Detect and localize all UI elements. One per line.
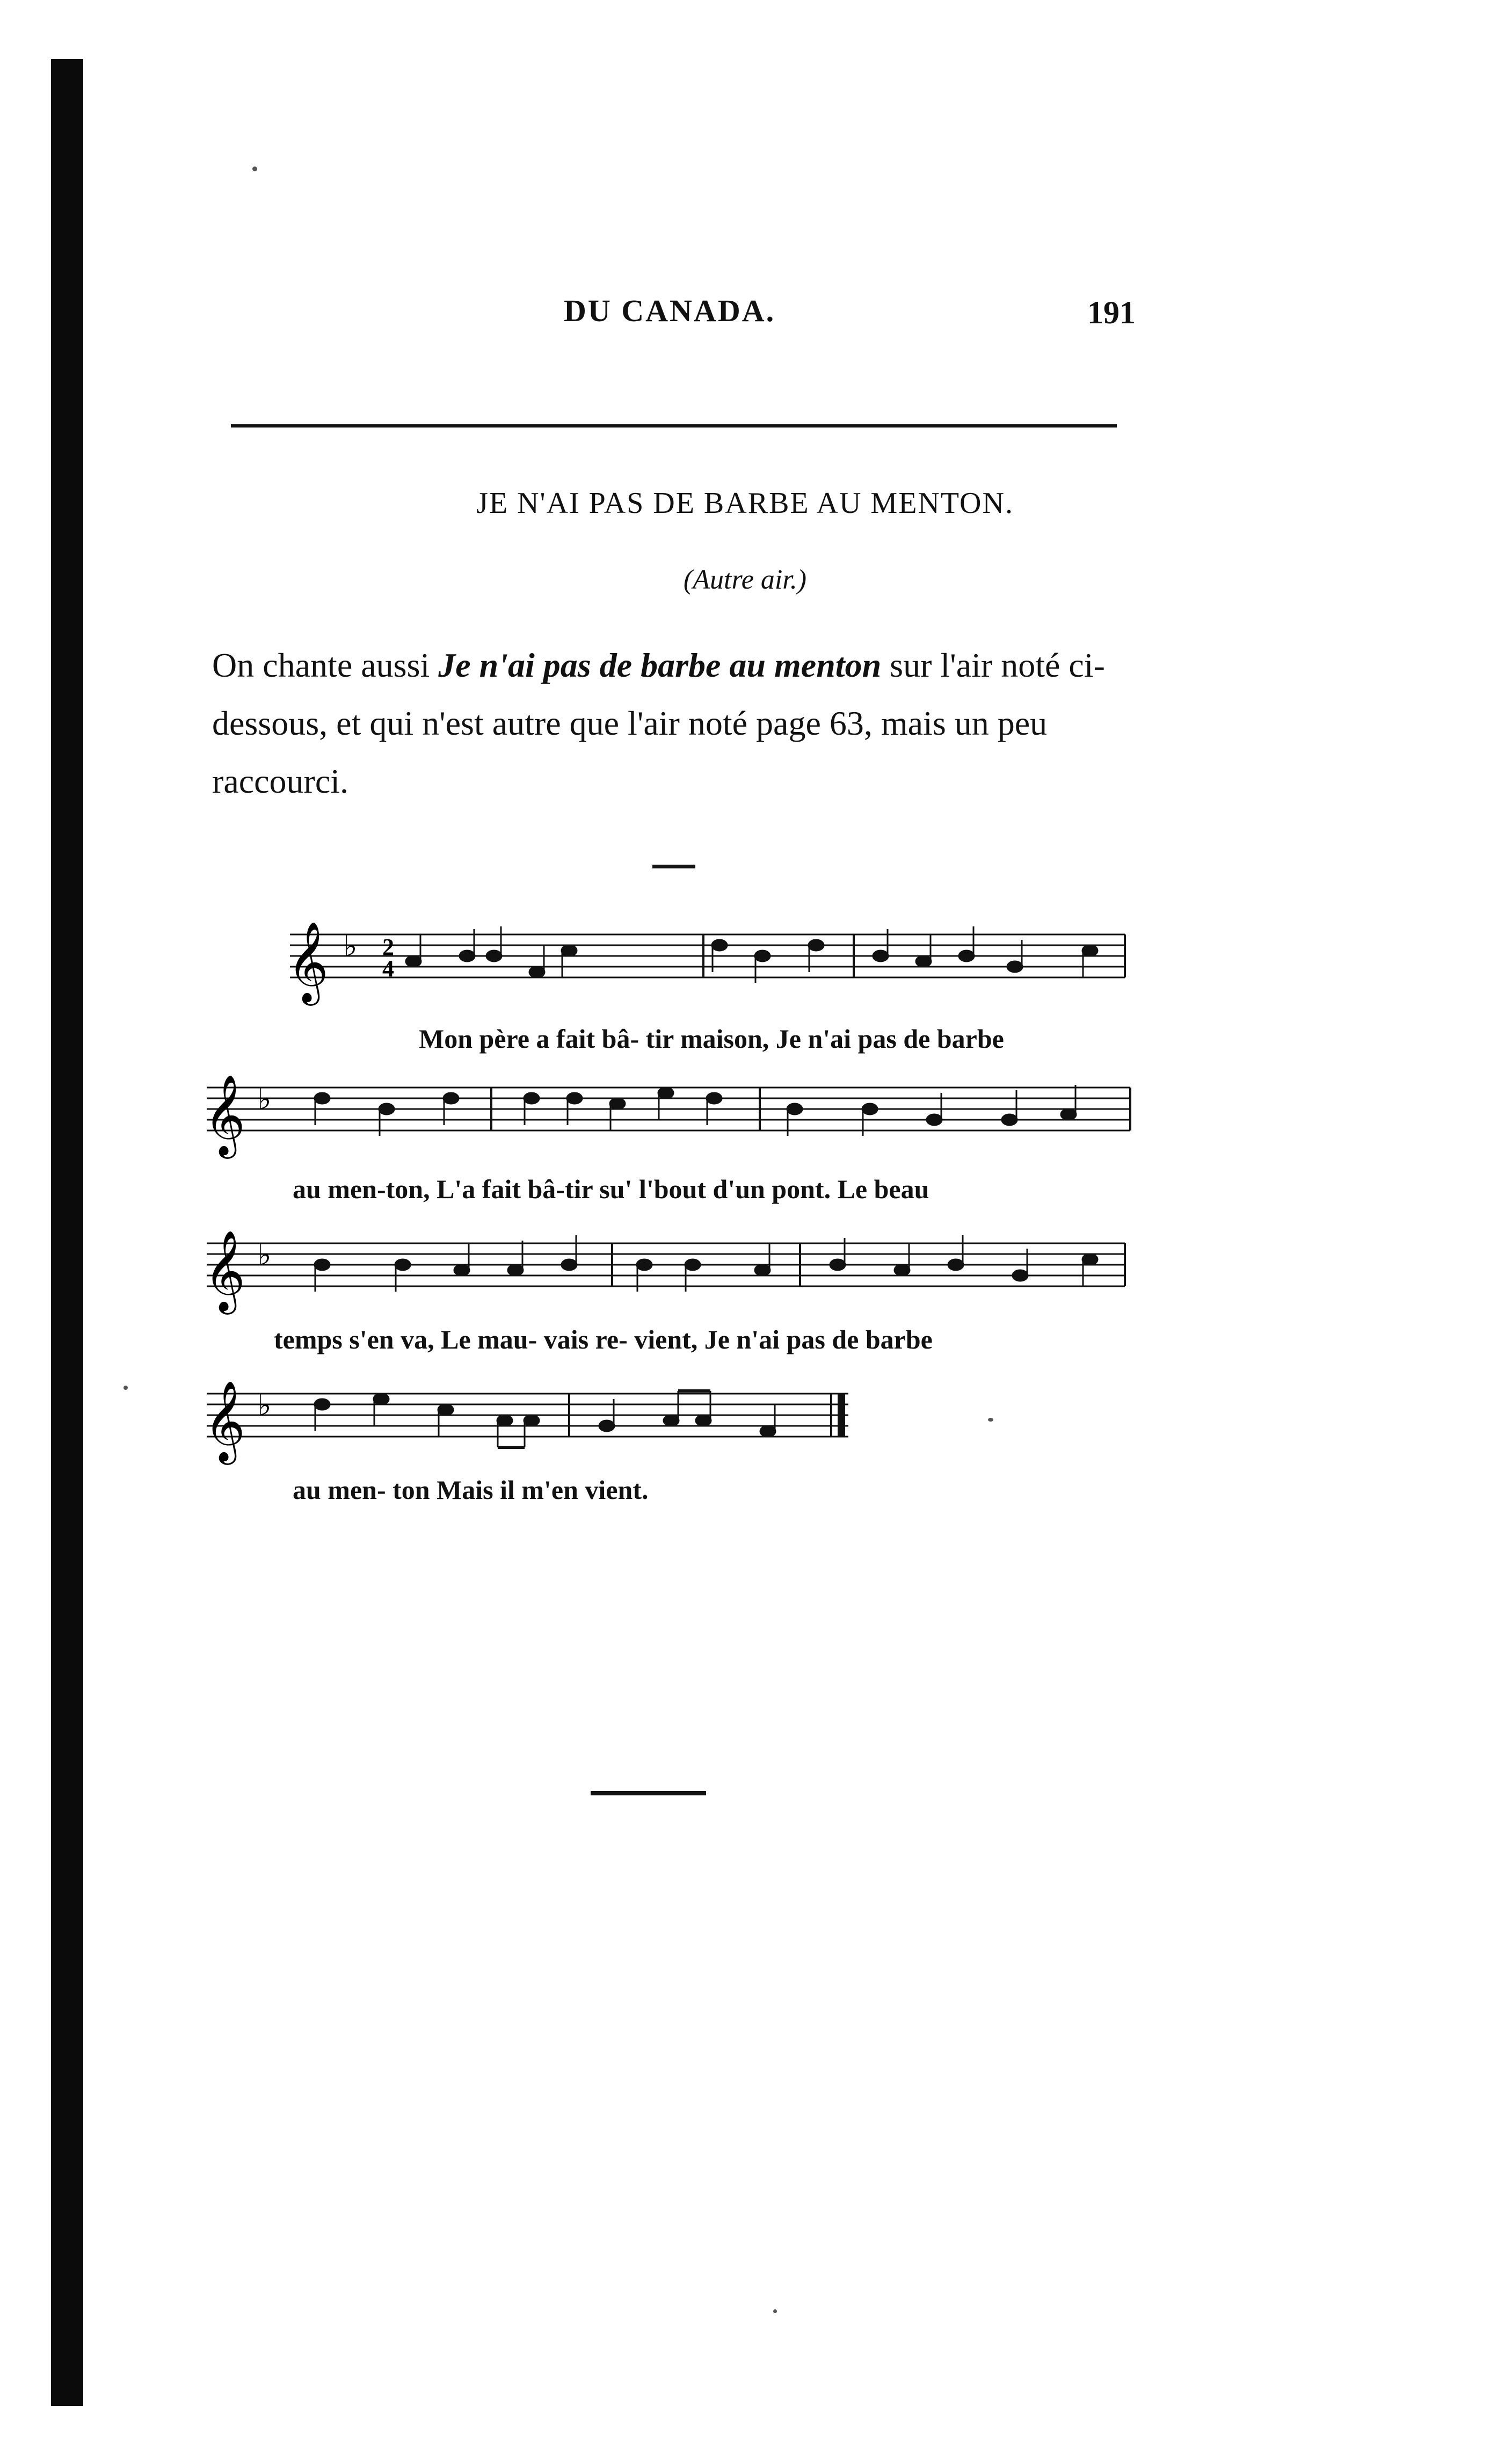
song-title: JE N'AI PAS DE BARBE AU MENTON. [476, 487, 1014, 520]
end-rule [591, 1791, 706, 1795]
treble-clef-icon: 𝄞 [204, 1074, 245, 1155]
treble-clef-icon: 𝄞 [204, 1380, 245, 1461]
intro-paragraph [212, 636, 1157, 810]
music-staff-3 [0, 1222, 1490, 1329]
music-staff-2 [0, 1066, 1490, 1173]
time-signature-top: 2 [382, 934, 394, 960]
paragraph-text-before: On chante aussi [212, 646, 439, 684]
flat-icon: ♭ [258, 1082, 272, 1116]
header-rule [231, 424, 1117, 427]
time-signature-bottom: 4 [382, 955, 394, 982]
page-number: 191 [1087, 295, 1136, 330]
paper-speck [123, 1386, 128, 1390]
music-staff-4 [0, 1372, 1490, 1480]
lyrics-line-1: Mon père a fait bâ- tir maison, Je n'ai pas de barbe [419, 1024, 1004, 1054]
lyrics-line-3: temps s'en va, Le mau- vais re- vient, Je n'ai pas de barbe [274, 1324, 933, 1354]
flat-icon: ♭ [344, 929, 358, 963]
song-subtitle: (Autre air.) [683, 564, 807, 595]
running-head: DU CANADA. [564, 293, 776, 328]
lyrics-line-2: au men-ton, L'a fait bâ-tir su' l'bout d'un pont. Le beau [293, 1174, 929, 1204]
paper-speck [988, 1418, 993, 1422]
paper-speck [252, 166, 257, 171]
treble-clef-icon: 𝄞 [204, 1229, 245, 1311]
separator-dash [652, 865, 695, 868]
flat-icon: ♭ [258, 1388, 272, 1422]
treble-clef-icon: 𝄞 [287, 921, 329, 1002]
music-staff-1 [0, 913, 1490, 1020]
paper-speck [773, 2309, 777, 2313]
flat-icon: ♭ [258, 1238, 272, 1272]
lyrics-line-4: au men- ton Mais il m'en vient. [293, 1475, 649, 1505]
paragraph-song-title: Je n'ai pas de barbe au menton [438, 646, 882, 684]
paragraph-text-after: sur l'air noté ci-dessous, et qui n'est autre que l'air noté page 63, mais un peu raccourci. [212, 646, 1105, 800]
